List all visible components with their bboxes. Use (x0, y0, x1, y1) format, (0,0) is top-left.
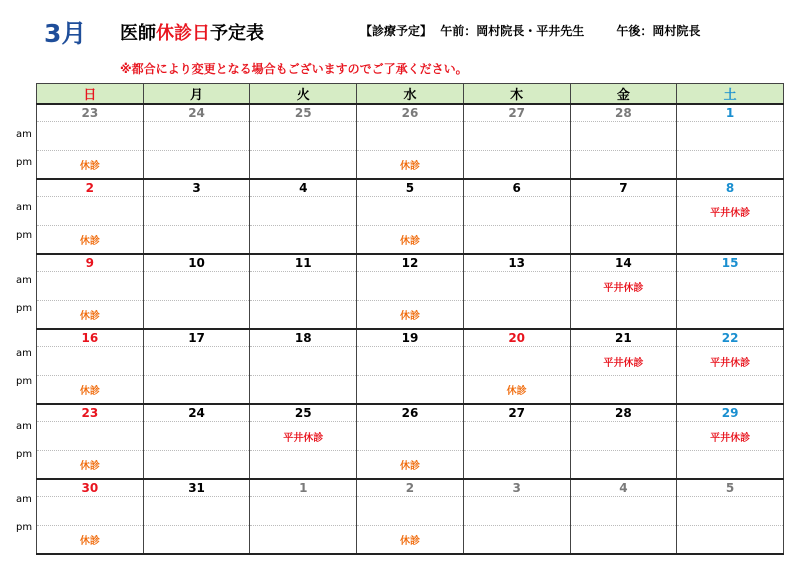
week-pm-row (37, 226, 784, 255)
am-status-cell (143, 347, 250, 376)
date-cell: 3 (463, 479, 570, 497)
am-status-cell (570, 497, 677, 526)
am-status-cell (357, 272, 464, 301)
date-cell: 1 (677, 104, 784, 122)
week-pm-row (37, 451, 784, 480)
title-highlight: 休診日 (156, 23, 210, 44)
am-status-cell (463, 347, 570, 376)
date-cell: 20 (463, 329, 570, 347)
morning-schedule: 午前：岡村院長・平井先生 (440, 24, 585, 38)
am-status-cell (357, 422, 464, 451)
pm-status-cell (677, 226, 784, 255)
pm-status-cell (677, 151, 784, 180)
am-status-cell (463, 197, 570, 226)
week-date-row (37, 104, 784, 122)
date-cell: 3 (143, 179, 250, 197)
week-date-row (37, 254, 784, 272)
pm-label: pm (16, 449, 33, 460)
date-cell: 16 (37, 329, 144, 347)
pm-status-cell (357, 376, 464, 405)
am-status-cell (143, 497, 250, 526)
am-label: am (16, 348, 32, 359)
date-cell: 22 (677, 329, 784, 347)
date-cell: 23 (37, 404, 144, 422)
pm-status-cell (570, 226, 677, 255)
am-status-cell (570, 197, 677, 226)
pm-status-cell: 休診 (463, 376, 570, 405)
am-status-cell: 平井休診 (677, 347, 784, 376)
date-cell: 5 (357, 179, 464, 197)
pm-status-cell: 休診 (357, 151, 464, 180)
title-suffix: 予定表 (210, 23, 264, 44)
date-cell: 29 (677, 404, 784, 422)
am-status-cell (463, 272, 570, 301)
am-status-cell (357, 197, 464, 226)
pm-status-cell: 休診 (37, 376, 144, 405)
date-cell: 4 (570, 479, 677, 497)
week-am-row (37, 197, 784, 226)
pm-status-cell (570, 451, 677, 480)
date-cell: 18 (250, 329, 357, 347)
date-cell: 8 (677, 179, 784, 197)
week-pm-row (37, 526, 784, 555)
week-am-row (37, 347, 784, 376)
pm-status-cell (677, 451, 784, 480)
am-status-cell (677, 122, 784, 151)
date-cell: 25 (250, 404, 357, 422)
pm-status-cell (143, 451, 250, 480)
week-am-row (37, 497, 784, 526)
am-status-cell (357, 122, 464, 151)
am-status-cell (143, 272, 250, 301)
am-status-cell (570, 422, 677, 451)
pm-status-cell (677, 301, 784, 330)
week-pm-row (37, 301, 784, 330)
date-cell: 12 (357, 254, 464, 272)
date-cell: 27 (463, 404, 570, 422)
am-status-cell (143, 122, 250, 151)
pm-label: pm (16, 376, 33, 387)
pm-status-cell (250, 226, 357, 255)
date-cell: 5 (677, 479, 784, 497)
am-label: am (16, 275, 32, 286)
am-status-cell (37, 122, 144, 151)
date-cell: 23 (37, 104, 144, 122)
afternoon-schedule: 午後：岡村院長 (616, 24, 701, 38)
pm-status-cell: 休診 (357, 301, 464, 330)
am-status-cell (463, 497, 570, 526)
weekday-sun: 日 (37, 84, 144, 105)
date-cell: 28 (570, 404, 677, 422)
am-status-cell (250, 272, 357, 301)
week-date-row (37, 329, 784, 347)
pm-label: pm (16, 230, 33, 241)
pm-status-cell (143, 301, 250, 330)
month-title: 3月 (44, 19, 87, 48)
schedule-label: 【診療予定】 (360, 24, 433, 38)
am-status-cell (250, 122, 357, 151)
date-cell: 31 (143, 479, 250, 497)
am-status-cell (37, 422, 144, 451)
date-cell: 9 (37, 254, 144, 272)
weekday-wed: 水 (357, 84, 464, 105)
week-date-row (37, 404, 784, 422)
date-cell: 14 (570, 254, 677, 272)
week-am-row (37, 122, 784, 151)
pm-status-cell (570, 301, 677, 330)
pm-status-cell: 休診 (357, 226, 464, 255)
date-cell: 28 (570, 104, 677, 122)
date-cell: 17 (143, 329, 250, 347)
am-status-cell (143, 422, 250, 451)
week-pm-row (37, 151, 784, 180)
am-status-cell (357, 347, 464, 376)
am-status-cell (463, 122, 570, 151)
pm-status-cell (463, 451, 570, 480)
pm-status-cell (250, 151, 357, 180)
date-cell: 27 (463, 104, 570, 122)
am-status-cell (357, 497, 464, 526)
am-status-cell (250, 197, 357, 226)
week-date-row (37, 479, 784, 497)
date-cell: 24 (143, 404, 250, 422)
date-cell: 11 (250, 254, 357, 272)
am-status-cell: 平井休診 (570, 272, 677, 301)
am-status-cell (570, 122, 677, 151)
am-status-cell (37, 347, 144, 376)
weekday-header-row (37, 84, 784, 105)
week-am-row (37, 272, 784, 301)
weekday-fri: 金 (570, 84, 677, 105)
date-cell: 15 (677, 254, 784, 272)
am-status-cell (677, 272, 784, 301)
date-cell: 21 (570, 329, 677, 347)
date-cell: 13 (463, 254, 570, 272)
notice-text: ※都合により変更となる場合もございますのでご了承ください。 (120, 62, 468, 76)
week-am-row (37, 422, 784, 451)
date-cell: 25 (250, 104, 357, 122)
weekday-sat: 土 (677, 84, 784, 105)
pm-status-cell (463, 151, 570, 180)
pm-status-cell (570, 376, 677, 405)
pm-status-cell (250, 301, 357, 330)
title-prefix: 医師 (120, 23, 156, 44)
pm-status-cell: 休診 (37, 526, 144, 555)
pm-status-cell (463, 301, 570, 330)
pm-status-cell (677, 376, 784, 405)
am-status-cell: 平井休診 (677, 422, 784, 451)
date-cell: 1 (250, 479, 357, 497)
date-cell: 10 (143, 254, 250, 272)
date-cell: 30 (37, 479, 144, 497)
pm-status-cell: 休診 (357, 451, 464, 480)
pm-status-cell (143, 376, 250, 405)
am-status-cell: 平井休診 (250, 422, 357, 451)
am-status-cell (677, 497, 784, 526)
pm-status-cell (463, 526, 570, 555)
am-label: am (16, 494, 32, 505)
pm-status-cell (250, 376, 357, 405)
am-status-cell (250, 497, 357, 526)
date-cell: 26 (357, 404, 464, 422)
pm-status-cell (250, 526, 357, 555)
pm-status-cell: 休診 (37, 301, 144, 330)
pm-label: pm (16, 157, 33, 168)
pm-label: pm (16, 303, 33, 314)
date-cell: 4 (250, 179, 357, 197)
pm-label: pm (16, 522, 33, 533)
date-cell: 2 (357, 479, 464, 497)
pm-status-cell (143, 151, 250, 180)
pm-status-cell (143, 526, 250, 555)
am-status-cell (37, 197, 144, 226)
am-status-cell (143, 197, 250, 226)
week-pm-row (37, 376, 784, 405)
pm-status-cell: 休診 (357, 526, 464, 555)
am-status-cell (463, 422, 570, 451)
page-title (120, 19, 264, 45)
am-status-cell (37, 272, 144, 301)
am-status-cell (250, 347, 357, 376)
date-cell: 7 (570, 179, 677, 197)
date-cell: 2 (37, 179, 144, 197)
am-status-cell: 平井休診 (570, 347, 677, 376)
weekday-tue: 火 (250, 84, 357, 105)
pm-status-cell: 休診 (37, 451, 144, 480)
pm-status-cell (463, 226, 570, 255)
pm-status-cell: 休診 (37, 226, 144, 255)
date-cell: 6 (463, 179, 570, 197)
am-label: am (16, 421, 32, 432)
week-date-row (37, 179, 784, 197)
date-cell: 26 (357, 104, 464, 122)
pm-status-cell: 休診 (37, 151, 144, 180)
calendar-table (36, 83, 784, 555)
weekday-thu: 木 (463, 84, 570, 105)
pm-status-cell (250, 451, 357, 480)
weekday-mon: 月 (143, 84, 250, 105)
am-status-cell (37, 497, 144, 526)
am-label: am (16, 129, 32, 140)
pm-status-cell (143, 226, 250, 255)
date-cell: 19 (357, 329, 464, 347)
am-label: am (16, 202, 32, 213)
pm-status-cell (677, 526, 784, 555)
am-status-cell: 平井休診 (677, 197, 784, 226)
pm-status-cell (570, 526, 677, 555)
pm-status-cell (570, 151, 677, 180)
date-cell: 24 (143, 104, 250, 122)
clinic-schedule (360, 22, 704, 39)
